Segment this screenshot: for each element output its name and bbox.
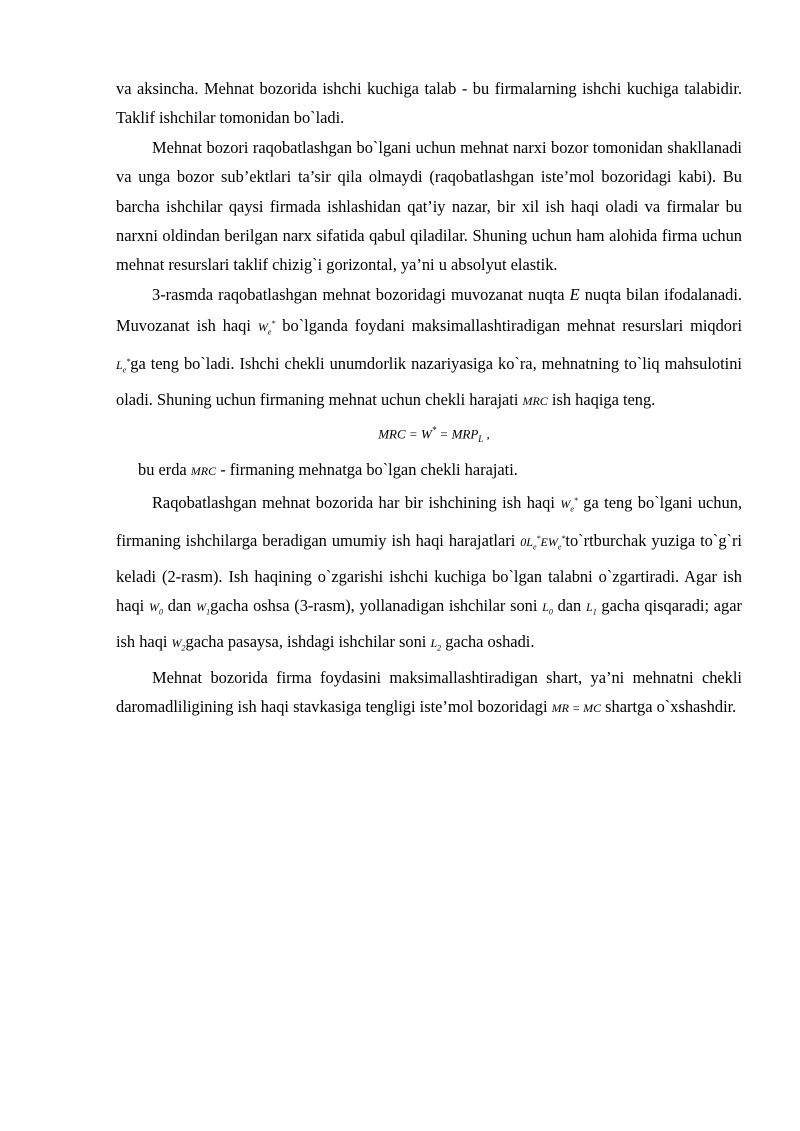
math-we-star: $W_e^*$: [560, 495, 578, 514]
paragraph-5: Mehnat bozorida firma foydasini maksimallashtiradigan shart, ya’ni mehnatni chekli daromadliligining ish haqi stavkasiga tengligi iste’mol bozoridagi MR = MC shartga o`xshashdir.: [116, 667, 742, 716]
math-l2: $L_2$: [430, 635, 442, 653]
document-body: [116, 74, 742, 723]
formula-mrc: MRC = $W^* = MRP_L$ ,: [378, 425, 490, 445]
math-l1: $L_1$: [586, 599, 597, 617]
math-l0: $L_0$: [542, 599, 553, 617]
paragraph-4: Raqobatlashgan mehnat bozorida har bir ishchining ish haqi $W_e^*$ ga teng bo`lgani uchun, firmaning ishchilarga beradigan umumiy ish haqi harajatlari $0L_e^*EW_e^*to`rtburchak$ yuziga to`g`ri keladi (2-rasm). Ish haqining o`zgarishi ishchi kuchiga bo`lgan talabni o`zgartiradi. Agar ish haqi $W_0$ dan $W_1gacha$ oshsa (3-rasm), yollanadigan ishchilar soni $L_0$ dan $L_1$ gacha qisqaradi; agar ish haqi $W_2gacha$ pasaysa, ishdagi ishchilar soni $L_2$ gacha oshadi.: [116, 492, 742, 653]
paragraph-2: Mehnat bozori raqobatlashgan bo`lgani uchun mehnat narxi bozor tomonidan shakllanadi va unga bozor sub’ektlari ta’sir qila olmaydi (raqobatlashgan iste’mol bozoridagi kabi). Bu barcha ishchilar qaysi firmada ishlashidan qat’iy nazar, bir xil ish haqi oladi va firmalar bu narxni oldindan berilgan narx sifatida qabul qiladilar. Shuning uchun ham alohida firma uchun mehnat resurslari taklif chizig`i gorizontal, ya’ni u absolyut elastik.: [116, 137, 742, 275]
text-run: 3-rasmda raqobatlashgan mehnat bozoridagi muvozanat nuqta: [152, 284, 570, 304]
paragraph-1: va aksincha. Mehnat bozorida ishchi kuchiga talab - bu firmalarning ishchi kuchiga talabidir. Taklif ishchilar tomonidan bo`ladi.: [116, 79, 742, 128]
math-le-star: $L_e^*$: [116, 357, 131, 375]
math-w0: $W_0$: [148, 599, 163, 617]
text-run: ish haqiga teng.: [547, 389, 656, 409]
math-w2: $W_2$: [171, 635, 186, 653]
math-rectangle: $0L_e^*EW_e^*$: [520, 533, 566, 552]
text-run: nuqta bilan ifodalanadi. Muvozanat ish haqi: [116, 284, 742, 336]
math-w1: $W_1$: [196, 599, 211, 617]
math-mrc: MRC: [522, 393, 548, 408]
definition-line: bu erda MRC - firmaning mehnatga bo`lgan chekli harajati.: [138, 459, 518, 479]
text-run: bo`lganda foydani maksimallashtiradigan mehnat resurslari miqdori: [275, 316, 742, 336]
math-e: E: [569, 284, 580, 304]
paragraph-3: [116, 280, 742, 416]
math-we-star: $W_e^*$: [257, 319, 276, 337]
math-mr-mc: MR = MC: [551, 700, 602, 715]
text-run: ga teng bo`ladi. Ishchi chekli unumdorlik nazariyasiga ko`ra, mehnatning to`liq mahsulotini oladi. Shuning uchun firmaning mehnat uchun chekli harajati: [116, 354, 742, 409]
